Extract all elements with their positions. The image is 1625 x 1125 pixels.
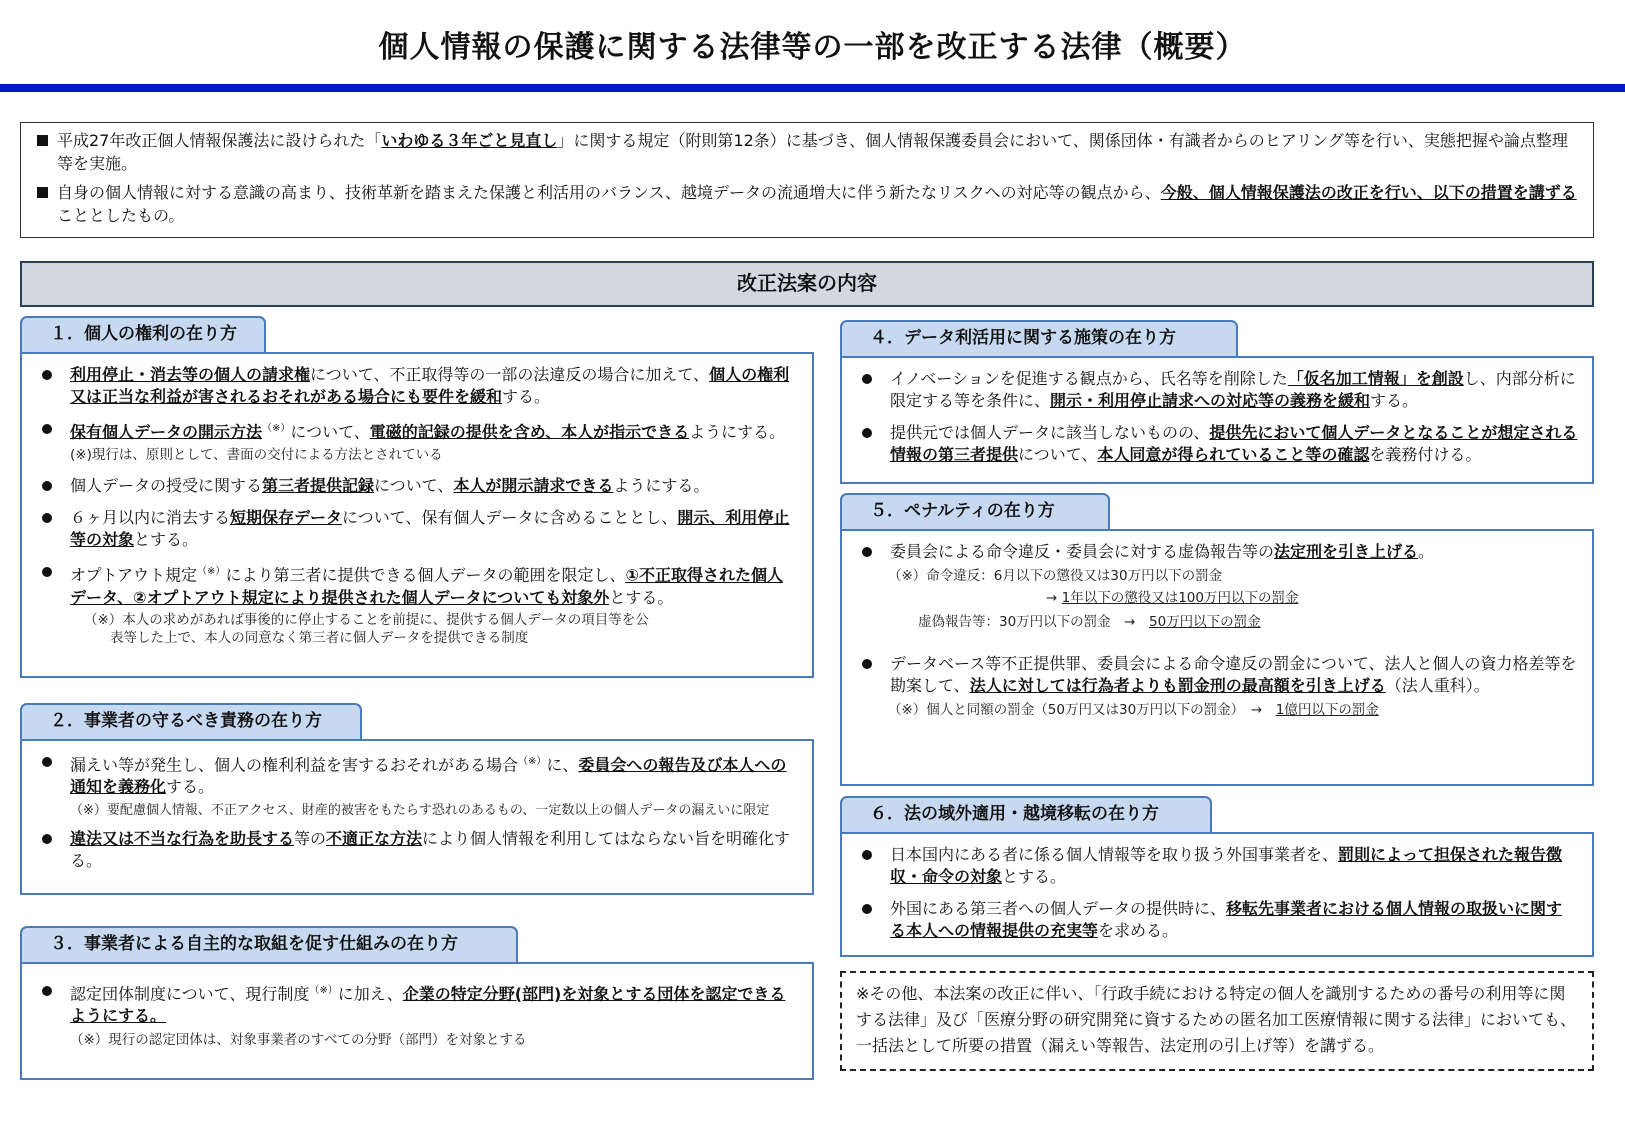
- list-item: [858, 541, 1578, 563]
- section-5-tab: ５．ペナルティの在り方: [840, 493, 1110, 531]
- section-header: 改正法案の内容: [20, 261, 1594, 307]
- text: について、: [290, 422, 370, 442]
- emphasis: 移転先事業者における個人情報の取扱いに関する本人への情報提供の充実等: [890, 899, 1563, 940]
- intro-text: こととしたもの。: [57, 206, 185, 225]
- footnote: (※)現行は、原則として、書面の交付による方法とされている: [70, 447, 443, 464]
- section-4-tab: ４．データ利活用に関する施策の在り方: [840, 320, 1238, 358]
- emphasis: 開示・利用停止請求への対応等の義務を緩和: [1050, 391, 1371, 410]
- emphasis: 第三者提供記録: [262, 476, 375, 496]
- text: 等の: [294, 829, 327, 849]
- text: オプトアウト規定: [70, 565, 198, 585]
- text: について、保有個人データに含めることとし、: [342, 508, 678, 528]
- list-item: [858, 368, 1578, 412]
- intro-paragraph-1: [35, 129, 1577, 175]
- section-4-box: [840, 356, 1594, 484]
- note-marker: （※）: [197, 566, 226, 578]
- emphasis: 「仮名加工情報」を創設: [1287, 369, 1464, 388]
- text: する。: [166, 777, 215, 797]
- text: について、: [374, 476, 454, 496]
- emphasis: 罰則によって担保された報告徴収・命令の対象: [890, 845, 1563, 886]
- emphasis: 提供先において個人データとなることが想定される情報の第三者提供: [890, 423, 1578, 464]
- emphasis: 不適正な方法: [326, 829, 423, 849]
- list-item: [858, 653, 1578, 697]
- emphasis: 違法又は不当な行為を助長する: [70, 829, 295, 849]
- emphasis: 法定刑を引き上げる: [1274, 542, 1419, 561]
- intro-box: [20, 122, 1594, 238]
- footnote: [858, 613, 1578, 631]
- section-2-tab: ２．事業者の守るべき責務の在り方: [20, 703, 362, 741]
- footnote: [858, 701, 1578, 719]
- title-divider: [0, 84, 1625, 92]
- text: を義務付ける。: [1369, 445, 1482, 464]
- text: を求める。: [1098, 921, 1179, 940]
- list-item: [858, 898, 1578, 942]
- intro-text: 自身の個人情報に対する意識の高まり、技術革新を踏まえた保護と利活用のバランス、越境データの流通増大に伴う新たなリスクへの対応等の観点から、: [57, 183, 1161, 202]
- note-marker: （※）: [262, 423, 291, 434]
- list-item: [38, 751, 798, 798]
- footnote: [858, 589, 1578, 607]
- text: し、内部分析に限定する等を条件に、: [890, 369, 1576, 410]
- text: ようにする。: [613, 476, 710, 496]
- text: データベース等不正提供罪、委員会による命令違反の罰金について、法人と個人の資力格差等を勘案して、: [890, 654, 1577, 695]
- page-title: 個人情報の保護に関する法律等の一部を改正する法律（概要）: [378, 30, 1247, 65]
- section-6-tab: ６．法の域外適用・越境移転の在り方: [840, 796, 1212, 834]
- text: 。: [1418, 542, 1435, 561]
- section-2-box: [20, 739, 814, 895]
- footnote: 表等した上で、本人の同意なく第三者に個人データを提供できる制度: [110, 629, 529, 646]
- emphasis: 利用停止・消去等の個人の請求権: [70, 365, 311, 384]
- emphasis: 本人が開示請求できる: [453, 476, 614, 496]
- footnote-underline: 1年以下の懲役又は100万円以下の罰金: [1061, 590, 1299, 606]
- intro-paragraph-2: [35, 181, 1577, 227]
- other-measures-note: ※その他、本法案の改正に伴い、「行政手続における特定の個人を識別するための番号の利用等に関する法律」及び「医療分野の研究開発に資するための匿名加工医療情報に関する法律」においても、一括法として所要の措置（漏えい等報告、法定刑の引上げ等）を講ずる。: [840, 971, 1594, 1071]
- text: する。: [502, 387, 551, 406]
- text: により第三者に提供できる個人データの範囲を限定し、: [225, 565, 626, 585]
- section-5-box: [840, 529, 1594, 786]
- footnote-text: 虚偽報告等：30万円以下の罰金 →: [918, 614, 1149, 630]
- list-item: [38, 561, 798, 608]
- intro-highlight: いわゆる３年ごと見直し: [381, 131, 558, 150]
- section-1-tab: １．個人の権利の在り方: [20, 316, 266, 354]
- emphasis: 個人の権利又は正当な利益が害されるおそれがある場合にも要件を緩和: [70, 365, 790, 406]
- text: する。: [1370, 391, 1419, 410]
- footnote-underline: 1億円以下の罰金: [1275, 702, 1379, 718]
- footnote: （※）要配慮個人情報、不正アクセス、財産的被害をもたらす恐れのあるもの、一定数以上の個人データの漏えいに限定: [70, 803, 770, 819]
- intro-text: 平成27年改正個人情報保護法に設けられた「: [57, 131, 382, 150]
- text: 外国にある第三者への個人データの提供時に、: [890, 899, 1227, 918]
- text: 認定団体制度について、現行制度: [70, 984, 310, 1004]
- emphasis: 電磁的記録の提供を含め、本人が指示できる: [369, 422, 690, 442]
- text: （法人重科）。: [1385, 676, 1490, 695]
- footnote-text: （※）個人と同額の罰金（50万円又は30万円以下の罰金） →: [888, 702, 1276, 718]
- text: に、: [546, 755, 579, 775]
- emphasis: 保有個人データの開示方法: [70, 422, 263, 442]
- footnote: （※）命令違反：6月以下の懲役又は30万円以下の罰金: [888, 568, 1223, 584]
- emphasis: 本人同意が得られていること等の確認: [1097, 445, 1370, 464]
- text: 提供元では個人データに該当しないものの、: [890, 423, 1210, 442]
- emphasis: 企業の特定分野(部門)を対象とする団体を認定できるようにする。: [70, 984, 786, 1026]
- text: について、: [1018, 445, 1098, 464]
- text: ようにする。: [689, 422, 786, 442]
- list-item: [38, 418, 798, 465]
- list-item: [38, 364, 798, 408]
- section-1-box: [20, 352, 814, 678]
- footnote: （※）現行の認定団体は、対象事業者のすべての分野（部門）を対象とする: [70, 1032, 527, 1049]
- text: イノベーションを促進する観点から、氏名等を削除した: [890, 369, 1288, 388]
- intro-highlight: 今般、個人情報保護法の改正を行い、以下の措置を講ずる: [1160, 183, 1577, 202]
- emphasis: 開示、利用停止等の対象: [70, 508, 790, 550]
- list-item: [858, 844, 1578, 888]
- section-3-tab: ３．事業者による自主的な取組を促す仕組みの在り方: [20, 926, 518, 964]
- text: に加え、: [337, 984, 403, 1004]
- text: とする。: [134, 530, 199, 550]
- text: とする。: [609, 587, 674, 607]
- arrow-text: →: [1046, 590, 1062, 606]
- text: 日本国内にある者に係る個人情報等を取り扱う外国事業者を、: [890, 845, 1339, 864]
- footnote: （※）本人の求めがあれば事後的に停止することを前提に、提供する個人データの項目等を公: [84, 611, 649, 628]
- section-6-box: [840, 832, 1594, 957]
- emphasis: 委員会への報告及び本人への通知を義務化: [70, 755, 787, 797]
- text: により個人情報を利用してはならない旨を明確化する。: [70, 829, 791, 871]
- text: 委員会による命令違反・委員会に対する虚偽報告等の: [890, 542, 1275, 561]
- section-3-box: [20, 962, 814, 1080]
- footnote-underline: 50万円以下の罰金: [1149, 614, 1261, 630]
- emphasis: ①不正取得された個人データ、②オプトアウト規定により提供された個人データについても対象外: [70, 565, 784, 607]
- text: とする。: [1002, 867, 1067, 886]
- note-marker: （※）: [309, 985, 338, 996]
- list-item: [38, 980, 798, 1027]
- list-item: [38, 475, 798, 497]
- list-item: [38, 507, 798, 551]
- text: 漏えい等が発生し、個人の権利利益を害するおそれがある場合: [70, 755, 519, 775]
- list-item: [858, 422, 1578, 466]
- emphasis: 法人に対しては行為者よりも罰金刑の最高額を引き上げる: [969, 676, 1386, 695]
- text: ６ヶ月以内に消去する: [70, 508, 231, 528]
- text: 個人データの授受に関する: [70, 476, 263, 496]
- text: について、不正取得等の一部の法違反の場合に加えて、: [310, 365, 710, 384]
- list-item: [38, 828, 798, 872]
- emphasis: 短期保存データ: [230, 508, 343, 528]
- note-marker: （※）: [518, 756, 547, 767]
- intro-text: 」に関する規定（附則第12条）に基づき、個人情報保護委員会において、関係団体・有識者からのヒアリング等を行い、実態把握や論点整理等を実施。: [57, 131, 1568, 173]
